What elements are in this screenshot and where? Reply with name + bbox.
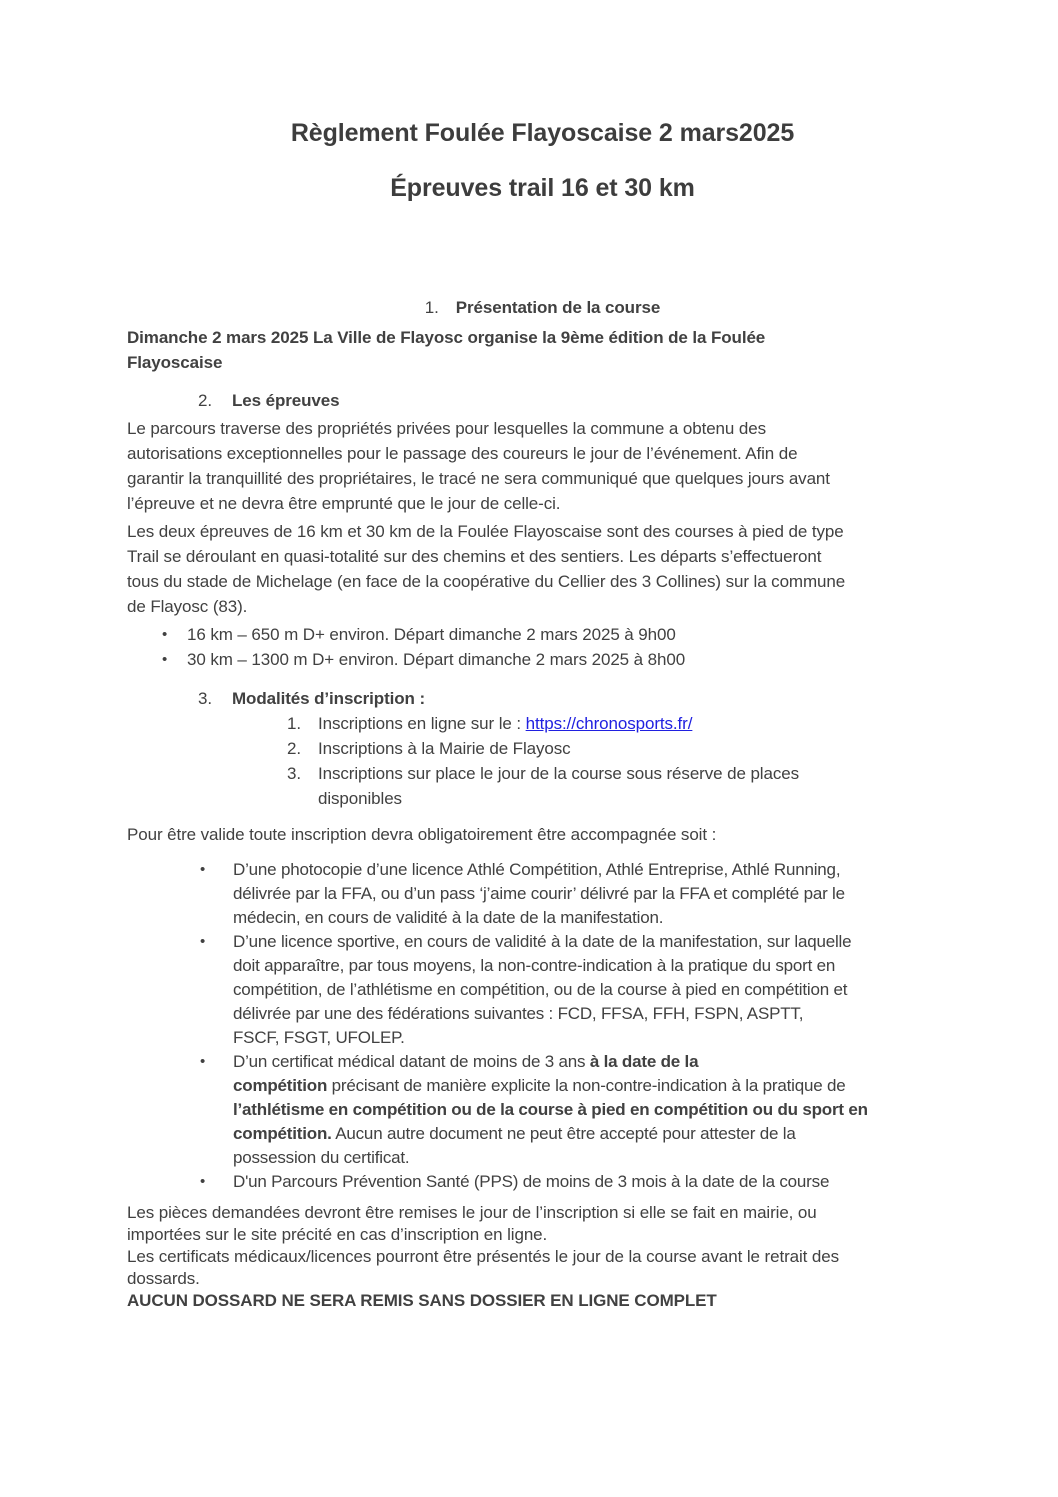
section-2-heading-text: Les épreuves bbox=[232, 391, 340, 410]
text-line: FSCF, FSGT, UFOLEP. bbox=[233, 1028, 405, 1047]
document-title: Règlement Foulée Flayoscaise 2 mars2025 bbox=[290, 119, 795, 147]
list-item bbox=[127, 1050, 958, 1170]
text-line: compétition. Aucun autre document ne peut être accepté pour attester de la bbox=[233, 1124, 796, 1143]
list-item bbox=[127, 930, 958, 1050]
text-line: D’un certificat médical datant de moins de 3 ans à la date de la bbox=[233, 1052, 699, 1071]
list-item bbox=[127, 858, 958, 930]
list-item bbox=[127, 1170, 958, 1194]
paragraph-parcours bbox=[127, 416, 958, 516]
section-1-number: 1. bbox=[424, 298, 439, 317]
closing-warning: AUCUN DOSSARD NE SERA REMIS SANS DOSSIER EN LIGNE COMPLET bbox=[127, 1291, 717, 1310]
inscription-list bbox=[127, 711, 958, 811]
list-item-number: 3. bbox=[287, 764, 301, 783]
list-item-text: 30 km – 1300 m D+ environ. Départ dimanche 2 mars 2025 à 8h00 bbox=[187, 650, 686, 669]
text-line: D’une licence sportive, en cours de validité à la date de la manifestation, sur laquelle bbox=[233, 932, 852, 951]
list-item-text bbox=[233, 1170, 958, 1194]
link-prefix: Inscriptions en ligne sur le : bbox=[318, 714, 526, 733]
text-line: autorisations exceptionnelles pour le passage des coureurs le jour de l’événement. Afin de bbox=[127, 444, 798, 463]
section-1-heading-text: Présentation de la course bbox=[455, 298, 661, 317]
text-line: Les certificats médicaux/licences pourront être présentés le jour de la course avant le retrait des bbox=[127, 1247, 840, 1266]
text-line: délivrée par la FFA, ou d’un pass ‘j’aime courir’ délivré par la FFA et complété par le bbox=[233, 884, 845, 903]
document-subtitle: Épreuves trail 16 et 30 km bbox=[390, 174, 695, 202]
list-item-text bbox=[318, 761, 958, 811]
section-1-heading bbox=[127, 295, 958, 320]
text-line: l’athlétisme en compétition ou de la course à pied en compétition ou du sport en bbox=[233, 1100, 868, 1119]
bullet-icon: • bbox=[162, 651, 168, 668]
list-item bbox=[127, 736, 958, 761]
list-item bbox=[127, 761, 958, 811]
text-line: disponibles bbox=[318, 789, 402, 808]
section-1-intro bbox=[127, 325, 958, 375]
bullet-icon: • bbox=[200, 1173, 206, 1190]
chronosports-link[interactable]: https://chronosports.fr/ bbox=[525, 714, 693, 733]
text-line: médecin, en cours de validité à la date de la manifestation. bbox=[233, 908, 664, 927]
text-line: tous du stade de Michelage (en face de la coopérative du Cellier des 3 Collines) sur la commune bbox=[127, 572, 846, 591]
list-item-text: 16 km – 650 m D+ environ. Départ dimanche 2 mars 2025 à 9h00 bbox=[187, 625, 676, 644]
text-line: compétition précisant de manière explicite la non-contre-indication à la pratique de bbox=[233, 1076, 846, 1095]
text-line: D’une photocopie d’une licence Athlé Compétition, Athlé Entreprise, Athlé Running, bbox=[233, 860, 841, 879]
text-line: doit apparaître, par tous moyens, la non-contre-indication à la pratique du sport en bbox=[233, 956, 836, 975]
section-2-heading bbox=[127, 388, 958, 413]
section-3-heading-text: Modalités d’inscription : bbox=[232, 689, 426, 708]
text-line: possession du certificat. bbox=[233, 1148, 410, 1167]
section-3-number: 3. bbox=[198, 689, 212, 708]
documents-list bbox=[127, 858, 958, 1194]
text-line: l’épreuve et ne devra être emprunté que le jour de celle-ci. bbox=[127, 494, 561, 513]
list-item bbox=[127, 647, 958, 672]
text-line: de Flayosc (83). bbox=[127, 597, 248, 616]
text-line: Inscriptions sur place le jour de la course sous réserve de places bbox=[318, 764, 799, 783]
bullet-icon: • bbox=[200, 861, 206, 878]
list-item-number: 1. bbox=[287, 714, 301, 733]
text-line: D'un Parcours Prévention Santé (PPS) de moins de 3 mois à la date de la course bbox=[233, 1172, 830, 1191]
bullet-icon: • bbox=[200, 1053, 206, 1070]
section-2-number: 2. bbox=[198, 391, 212, 410]
closing-block bbox=[127, 1202, 958, 1312]
text-line: compétition, de l’athlétisme en compétition, ou de la course à pied en compétition et bbox=[233, 980, 848, 999]
text-line: Pour être valide toute inscription devra obligatoirement être accompagnée soit : bbox=[127, 825, 717, 844]
list-item-text: Inscriptions à la Mairie de Flayosc bbox=[318, 739, 571, 758]
text-line: Trail se déroulant en quasi-totalité sur des chemins et des sentiers. Les départs s’effectueront bbox=[127, 547, 822, 566]
list-item bbox=[127, 622, 958, 647]
text-line: Le parcours traverse des propriétés privées pour lesquelles la commune a obtenu des bbox=[127, 419, 767, 438]
text-line: Les deux épreuves de 16 km et 30 km de la Foulée Flayoscaise sont des courses à pied de type bbox=[127, 522, 844, 541]
text-line: importées sur le site précité en cas d’inscription en ligne. bbox=[127, 1225, 548, 1244]
distance-list bbox=[127, 622, 958, 672]
text-line: Les pièces demandées devront être remises le jour de l’inscription si elle se fait en mairie, ou bbox=[127, 1203, 817, 1222]
bullet-icon: • bbox=[162, 626, 168, 643]
list-item-text bbox=[233, 858, 958, 930]
list-item bbox=[127, 711, 958, 736]
list-item-number: 2. bbox=[287, 739, 301, 758]
list-item-text bbox=[233, 1050, 958, 1170]
text-line: dossards. bbox=[127, 1269, 200, 1288]
list-item-text bbox=[233, 930, 958, 1050]
list-item-text bbox=[318, 711, 958, 736]
paragraph-epreuves bbox=[127, 519, 958, 619]
validity-intro bbox=[127, 822, 958, 847]
section-3-heading bbox=[127, 686, 958, 711]
text-line: Flayoscaise bbox=[127, 353, 223, 372]
text-line: garantir la tranquillité des propriétaires, le tracé ne sera communiqué que quelques jours avant bbox=[127, 469, 830, 488]
text-line: délivrée par une des fédérations suivantes : FCD, FFSA, FFH, FSPN, ASPTT, bbox=[233, 1004, 804, 1023]
bullet-icon: • bbox=[200, 933, 206, 950]
text-line: Dimanche 2 mars 2025 La Ville de Flayosc organise la 9ème édition de la Foulée bbox=[127, 328, 766, 347]
